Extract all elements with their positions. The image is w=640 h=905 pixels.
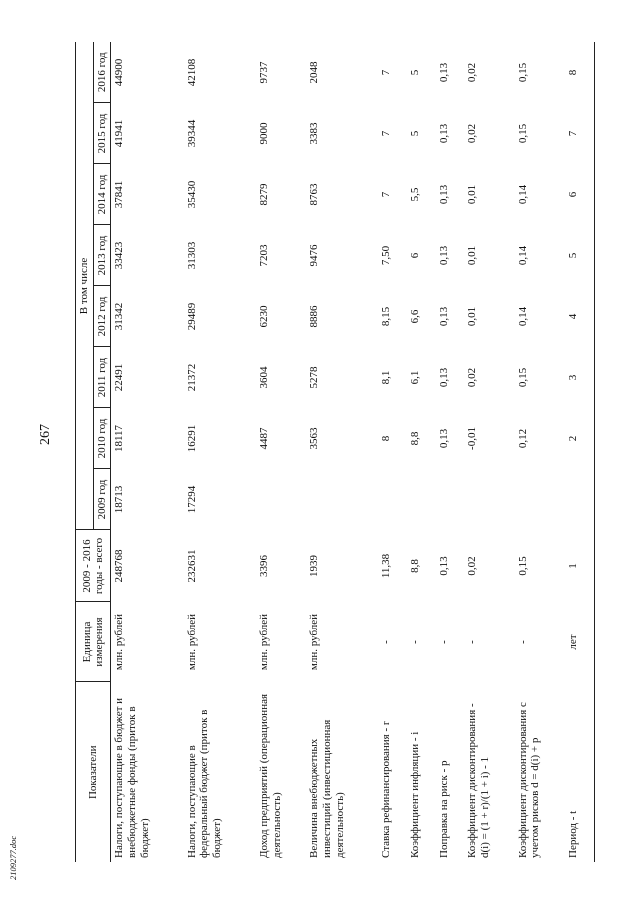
row-unit: - — [408, 640, 421, 644]
row-unit: - — [380, 640, 393, 644]
page-number: 267 — [38, 424, 53, 445]
row-value: 7 — [380, 130, 393, 137]
row-value: 9476 — [308, 244, 321, 267]
row-total: 8,8 — [408, 559, 421, 573]
row-value — [407, 469, 436, 530]
row-value: 44900 — [113, 58, 126, 87]
row-value: 0,15 — [516, 123, 529, 144]
year-header: 2013 год — [93, 225, 111, 286]
table-row — [515, 42, 565, 862]
table-row — [378, 42, 407, 862]
row-value: 0,02 — [466, 123, 479, 144]
row-value: 8763 — [308, 183, 321, 206]
row-value: 3604 — [257, 366, 270, 389]
row-label: Налоги, поступающие в бюджет и внебюджетные фонды (приток в бюджет) — [113, 697, 151, 858]
row-label: Коэффициент дисконтирования - d(i) = (1 + r)/(1 + i) - 1 — [466, 703, 491, 858]
row-value: 0,13 — [437, 428, 450, 449]
row-value: 18117 — [113, 424, 126, 453]
row-value: 31303 — [185, 241, 198, 270]
row-unit: - — [516, 640, 529, 644]
row-value: 0,01 — [466, 184, 479, 205]
table-row — [306, 42, 378, 862]
row-value: 8,15 — [380, 306, 393, 327]
row-value: 5278 — [308, 366, 321, 389]
row-value: 3 — [565, 347, 595, 408]
row-total: 248768 — [113, 549, 126, 583]
table-row — [436, 42, 465, 862]
row-value: 3383 — [308, 122, 321, 145]
row-value: 0,01 — [466, 245, 479, 266]
row-label: Коэффициент дисконтирования с учетом рисков d = d(i) + p — [516, 702, 542, 858]
row-value: 0,12 — [516, 428, 529, 449]
header-indicator: Показатели — [76, 682, 111, 862]
table-row — [184, 42, 256, 862]
row-label: Доход предприятий (операционная деятельность) — [257, 693, 283, 858]
year-header: 2012 год — [93, 286, 111, 347]
row-value: -0,01 — [466, 427, 479, 450]
row-value: 0,15 — [516, 367, 529, 388]
row-label: Налоги, поступающие в федеральный бюджет (приток в бюджет) — [185, 709, 224, 858]
row-value: 6 — [565, 164, 595, 225]
row-label: Ставка рефинансирования - r — [380, 721, 393, 858]
row-value: 0,02 — [466, 62, 479, 83]
year-header: 2016 год — [93, 42, 111, 103]
row-total: 1939 — [308, 555, 321, 577]
row-value: 8279 — [257, 183, 270, 206]
row-value: 21372 — [185, 363, 198, 392]
table-row — [256, 42, 306, 862]
row-value — [464, 469, 514, 530]
row-value: 7,50 — [380, 245, 393, 266]
row-total: 0,13 — [437, 556, 450, 576]
row-value: 9000 — [257, 122, 270, 145]
header-unit: Единица измерения — [76, 602, 111, 682]
row-unit: млн. рублей — [113, 613, 126, 671]
row-label: Коэффициент инфляции - i — [408, 731, 421, 858]
row-value: 33423 — [113, 241, 126, 270]
row-value: 7203 — [257, 244, 270, 267]
row-value: 8 — [380, 435, 393, 442]
row-value: 4487 — [257, 427, 270, 450]
row-value: 0,14 — [516, 184, 529, 205]
row-value: 8,1 — [380, 370, 393, 385]
year-header: 2011 год — [93, 347, 111, 408]
row-value: 7 — [380, 191, 393, 198]
row-value: 0,14 — [516, 306, 529, 327]
row-value: 2 — [565, 408, 595, 469]
row-value: 18713 — [113, 485, 126, 514]
row-value: 5 — [408, 69, 421, 76]
row-total: 0,15 — [516, 556, 529, 576]
table-row — [464, 42, 514, 862]
header-including: В том числе — [76, 225, 94, 347]
row-value: 0,13 — [437, 123, 450, 144]
row-value: 4 — [565, 286, 595, 347]
row-value: 0,13 — [437, 245, 450, 266]
header-spacer — [76, 42, 94, 225]
row-value: 7 — [380, 69, 393, 76]
row-value: 8 — [565, 42, 595, 103]
row-value: 6 — [408, 252, 421, 259]
row-value — [306, 469, 378, 530]
table-row — [111, 42, 184, 862]
row-total: 1 — [565, 530, 595, 602]
row-unit: - — [437, 640, 450, 644]
row-value: 41941 — [113, 119, 126, 148]
row-value — [565, 469, 595, 530]
row-value: 2048 — [308, 61, 321, 84]
row-value: 35430 — [185, 180, 198, 209]
row-value: 5 — [408, 130, 421, 137]
row-value: 8,8 — [408, 431, 421, 446]
row-value: 6,1 — [408, 370, 421, 385]
table-row — [407, 42, 436, 862]
row-value: 5 — [565, 225, 595, 286]
row-label: Период - t — [565, 682, 595, 862]
row-value — [436, 469, 465, 530]
row-value: 0,13 — [437, 184, 450, 205]
row-value: 37841 — [113, 180, 126, 209]
row-unit: лет — [565, 602, 595, 682]
row-value: 39344 — [185, 119, 198, 148]
row-value: 31342 — [113, 302, 126, 331]
header-spacer — [76, 469, 94, 530]
row-value — [515, 469, 565, 530]
row-value: 0,13 — [437, 367, 450, 388]
row-value: 8886 — [308, 305, 321, 328]
row-unit: млн. рублей — [257, 613, 270, 671]
row-value: 16291 — [185, 424, 198, 453]
row-label: Поправка на риск - p — [437, 760, 450, 858]
year-header: 2009 год — [93, 469, 111, 530]
year-header: 2014 год — [93, 164, 111, 225]
header-spacer — [76, 347, 94, 469]
indicators-table — [75, 42, 595, 862]
row-value: 0,14 — [516, 245, 529, 266]
row-value: 7 — [565, 103, 595, 164]
row-value: 29489 — [185, 302, 198, 331]
header-total: 2009 - 2016 годы - всего — [76, 530, 111, 602]
row-unit: млн. рублей — [308, 613, 321, 671]
row-value: 17294 — [185, 485, 198, 514]
row-value — [378, 469, 407, 530]
row-value: 22491 — [113, 363, 126, 392]
row-value: 0,13 — [437, 62, 450, 83]
row-value: 0,15 — [516, 62, 529, 83]
row-value: 5,5 — [408, 187, 421, 202]
row-value: 3563 — [308, 427, 321, 450]
table-row — [565, 42, 595, 862]
row-value: 6,6 — [408, 309, 421, 324]
row-value — [256, 469, 306, 530]
row-total: 232631 — [185, 549, 198, 583]
row-label: Величина внебюджетных инвестиций (инвестиционная деятельность) — [308, 719, 346, 858]
row-total: 0,02 — [466, 556, 479, 576]
table-container — [75, 42, 595, 862]
year-header: 2010 год — [93, 408, 111, 469]
row-value: 0,01 — [466, 306, 479, 327]
document-code: 2109277.doc — [8, 835, 18, 880]
row-value: 0,02 — [466, 367, 479, 388]
row-value: 0,13 — [437, 306, 450, 327]
year-header: 2015 год — [93, 103, 111, 164]
row-unit: - — [466, 640, 479, 644]
row-unit: млн. рублей — [185, 613, 198, 671]
row-total: 11,38 — [380, 553, 393, 579]
row-value: 42108 — [185, 58, 198, 87]
row-total: 3396 — [257, 555, 270, 577]
row-value: 9737 — [257, 61, 270, 84]
row-value: 6230 — [257, 305, 270, 328]
